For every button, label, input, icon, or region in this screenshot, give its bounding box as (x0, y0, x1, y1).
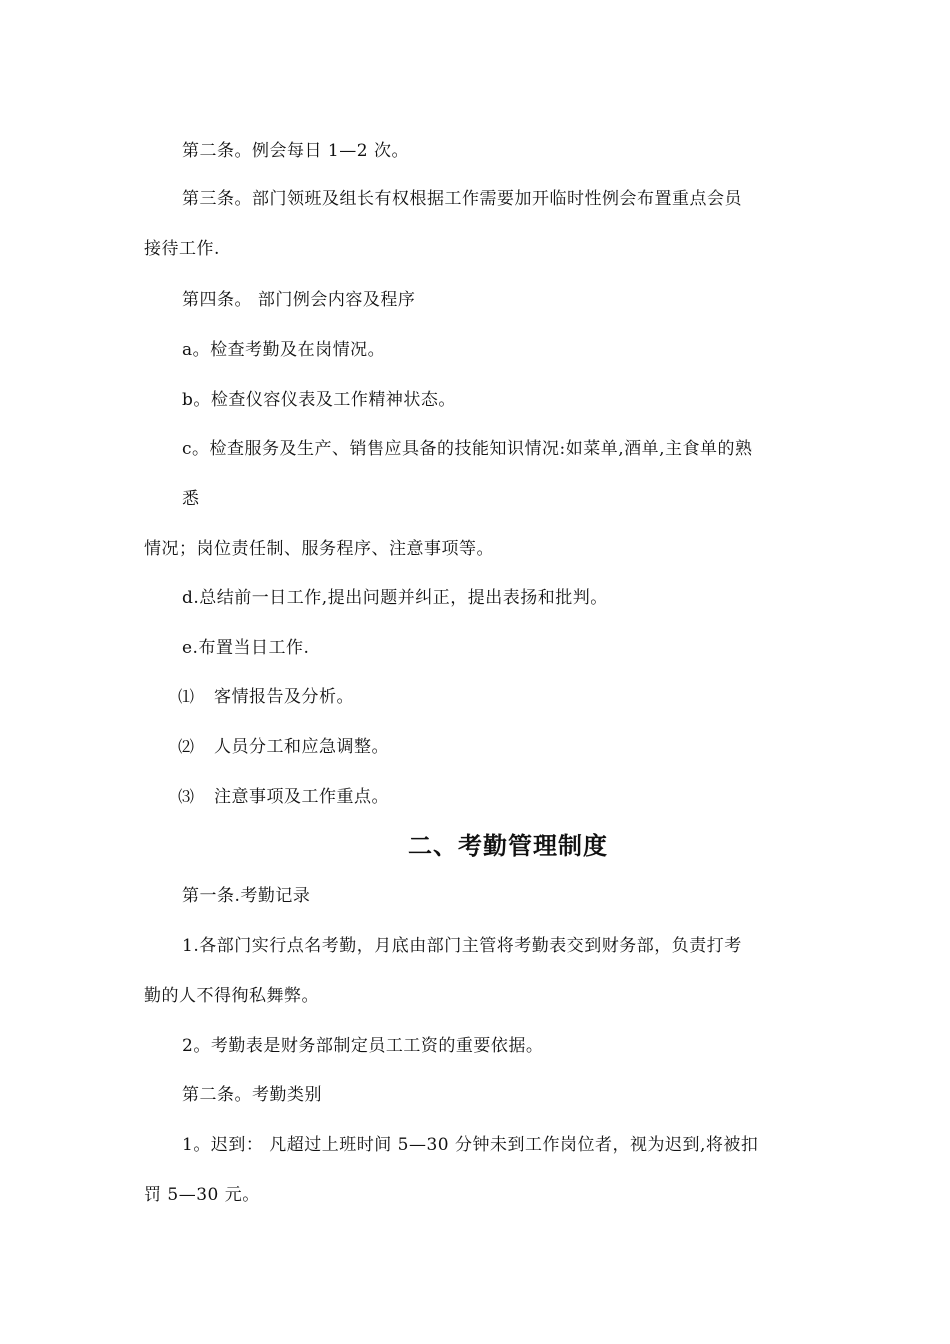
paragraph-article-3-line-1: 第三条。部门领班及组长有权根据工作需要加开临时性例会布置重点会员 (182, 189, 742, 209)
list-item-d: d.总结前一日工作,提出问题并纠正，提出表扬和批判。 (182, 588, 608, 608)
numbered-item-2-text: 人员分工和应急调整。 (214, 737, 389, 757)
numbered-item-2-marker: ⑵ (178, 737, 195, 756)
section-article-1-item-2: 2。考勤表是财务部制定员工工资的重要依据。 (182, 1036, 544, 1056)
section-article-1-item-1-line-2: 勤的人不得徇私舞弊。 (144, 986, 319, 1006)
list-item-c-line-1: c。检查服务及生产、销售应具备的技能知识情况:如菜单,酒单,主食单的熟 (182, 439, 753, 459)
section-heading: 二、考勤管理制度 (408, 832, 608, 860)
numbered-item-3-text: 注意事项及工作重点。 (214, 787, 389, 807)
numbered-item-1-marker: ⑴ (178, 687, 195, 706)
numbered-item-3 (178, 785, 389, 809)
numbered-item-3-marker: ⑶ (178, 787, 195, 806)
section-article-2-item-1-line-1: 1。迟到： 凡超过上班时间 5—30 分钟未到工作岗位者，视为迟到,将被扣 (182, 1135, 759, 1155)
list-item-e: e.布置当日工作. (182, 638, 310, 658)
numbered-item-1 (178, 685, 354, 709)
section-article-2-item-1-line-2: 罚 5—30 元。 (144, 1185, 260, 1205)
numbered-item-2 (178, 735, 389, 759)
section-article-2-title: 第二条。考勤类别 (182, 1085, 322, 1105)
list-item-c-line-2: 悉 (182, 489, 200, 509)
list-item-b: b。检查仪容仪表及工作精神状态。 (182, 390, 456, 410)
paragraph-article-4: 第四条。 部门例会内容及程序 (182, 290, 416, 310)
paragraph-article-3-line-2: 接待工作. (144, 239, 220, 259)
paragraph-article-2: 第二条。例会每日 1—2 次。 (182, 141, 409, 161)
section-article-1-item-1-line-1: 1.各部门实行点名考勤，月底由部门主管将考勤表交到财务部，负责打考 (182, 936, 742, 956)
numbered-item-1-text: 客情报告及分析。 (214, 687, 354, 707)
section-article-1-title: 第一条.考勤记录 (182, 886, 311, 906)
list-item-a: a。检查考勤及在岗情况。 (182, 340, 386, 360)
list-item-c-line-3: 情况；岗位责任制、服务程序、注意事项等。 (144, 539, 494, 559)
